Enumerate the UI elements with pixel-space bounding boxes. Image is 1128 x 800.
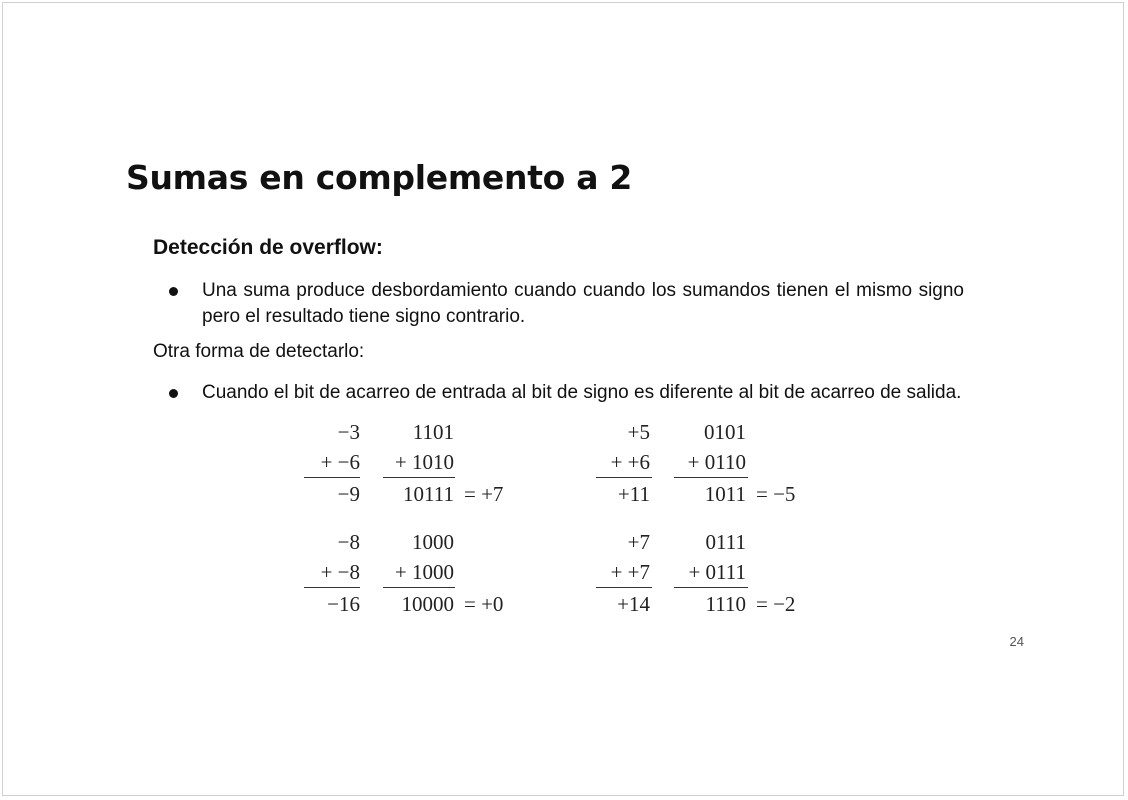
binary-operand-a: 0101	[704, 420, 746, 444]
bullet-dot-icon	[169, 287, 178, 296]
sum-line	[383, 587, 455, 588]
sum-line	[596, 477, 652, 478]
decimal-operand-b: + +7	[610, 560, 650, 584]
result-value: = −2	[756, 592, 796, 616]
binary-sum: 10111	[403, 482, 454, 506]
bullet-text: Cuando el bit de acarreo de entrada al bit de signo es diferente al bit de acarreo de salida.	[202, 382, 962, 403]
decimal-operand-b: + +6	[610, 450, 650, 474]
decimal-sum: −9	[337, 482, 360, 506]
binary-operand-b: + 1000	[394, 560, 454, 584]
binary-operand-a: 1101	[412, 420, 454, 444]
body-text: Otra forma de detectarlo:	[153, 341, 365, 362]
bullet-item	[164, 380, 964, 436]
result-value: = −5	[756, 482, 796, 506]
bullet-item	[164, 278, 964, 334]
bullet-text: Una suma produce desbordamiento cuando cuando los sumandos tienen el mismo signo pero el resultado tiene signo contrario.	[202, 280, 964, 327]
decimal-operand-a: −3	[337, 420, 360, 444]
binary-operand-b: + 1010	[394, 450, 454, 474]
binary-operand-b: + 0110	[687, 450, 746, 474]
binary-sum: 10000	[401, 592, 454, 616]
result-value: = +0	[464, 592, 504, 616]
decimal-sum: −16	[327, 592, 360, 616]
sum-line	[674, 477, 748, 478]
result-value: = +7	[464, 482, 504, 506]
decimal-operand-a: +7	[627, 530, 650, 554]
sum-line	[596, 587, 652, 588]
binary-operand-a: 0111	[705, 530, 746, 554]
binary-sum: 1011	[704, 482, 746, 506]
binary-sum: 1110	[705, 592, 746, 616]
binary-operand-b: + 0111	[688, 560, 746, 584]
slide-title: Sumas en complemento a 2	[126, 158, 633, 197]
decimal-sum: +14	[617, 592, 650, 616]
page-number: 24	[1009, 634, 1024, 649]
decimal-operand-a: +5	[627, 420, 650, 444]
bullet-dot-icon	[169, 389, 178, 398]
sum-line	[674, 587, 748, 588]
sum-line	[304, 477, 360, 478]
section-heading: Detección de overflow:	[153, 236, 383, 259]
decimal-sum: +11	[617, 482, 650, 506]
decimal-operand-a: −8	[337, 530, 360, 554]
sum-line	[383, 477, 455, 478]
binary-operand-a: 1000	[412, 530, 454, 554]
sum-line	[304, 587, 360, 588]
decimal-operand-b: + −8	[320, 560, 360, 584]
decimal-operand-b: + −6	[320, 450, 360, 474]
